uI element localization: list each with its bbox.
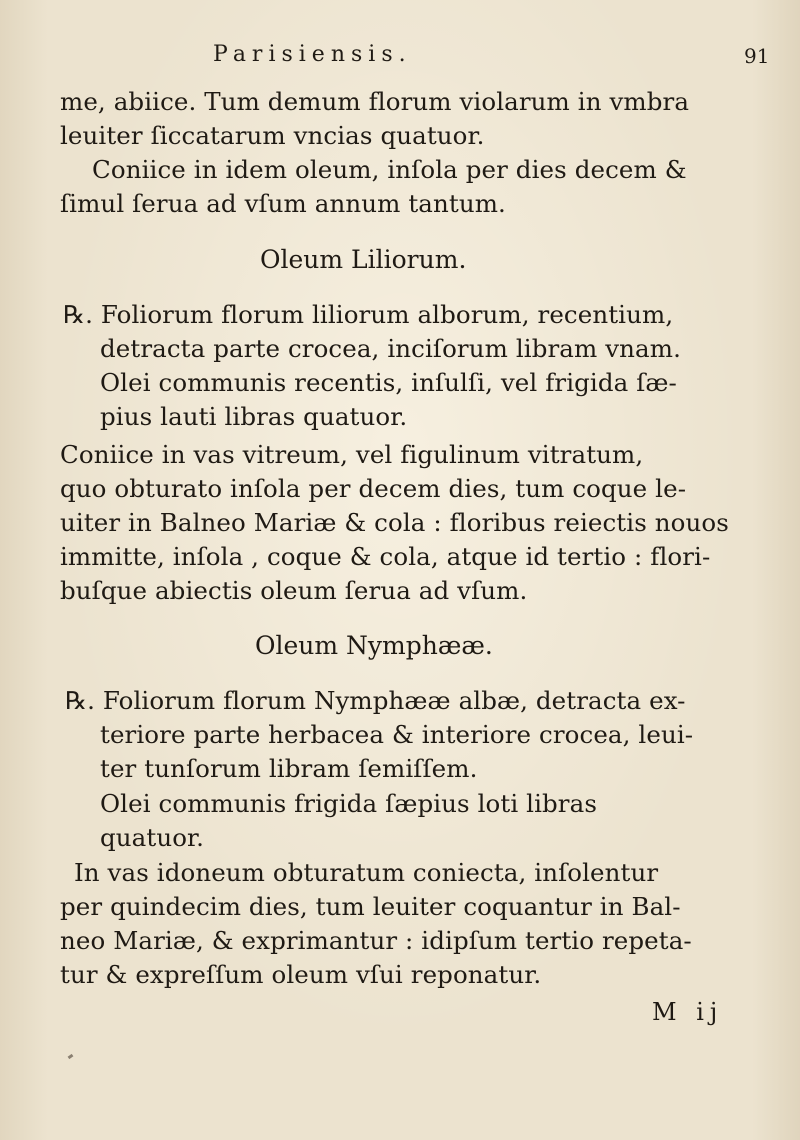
section-title: Oleum Nymphææ. bbox=[255, 631, 493, 660]
text-line: pius lauti libras quatuor. bbox=[100, 402, 408, 431]
text-line: teriore parte herbacea & interiore crocea, leui- bbox=[100, 720, 694, 749]
recipe-line: ℞. Foliorum florum Nymphææ albæ, detracta ex- bbox=[65, 686, 686, 715]
text-line: tur & expreſſum oleum vſui reponatur. bbox=[60, 960, 542, 989]
text-line: me, abiice. Tum demum florum violarum in vmbra bbox=[60, 87, 690, 116]
text-line: per quindecim dies, tum leuiter coquantur in Bal- bbox=[60, 892, 681, 921]
text-line: ter tunſorum libram ſemiſſem. bbox=[100, 754, 478, 783]
running-head: Parisiensis. bbox=[213, 42, 412, 67]
text-line: ſimul ſerua ad vſum annum tantum. bbox=[60, 189, 506, 218]
text-line: Coniice in idem oleum, inſola per dies decem & bbox=[92, 155, 687, 184]
text-line: quo obturato inſola per decem dies, tum coque le- bbox=[60, 474, 687, 503]
text-line: leuiter ſiccatarum vncias quatuor. bbox=[60, 121, 485, 150]
text-line: In vas idoneum obturatum coniecta, inſolentur bbox=[74, 858, 659, 887]
section-title: Oleum Liliorum. bbox=[260, 245, 467, 274]
text-line: immitte, inſola , coque & cola, atque id tertio : flori- bbox=[60, 542, 711, 571]
text-line: neo Mariæ, & exprimantur : idipſum tertio repeta- bbox=[60, 926, 692, 955]
text-line: buſque abiectis oleum ſerua ad vſum. bbox=[60, 576, 528, 605]
text-line: Olei communis frigida ſæpius loti libras bbox=[100, 789, 598, 818]
text-line: uiter in Balneo Mariæ & cola : floribus reiectis nouos bbox=[60, 508, 729, 537]
text-line: Coniice in vas vitreum, vel figulinum vitratum, bbox=[60, 440, 644, 469]
signature-mark: M ij bbox=[652, 998, 724, 1026]
text-line: quatuor. bbox=[100, 823, 205, 852]
page-number: 91 bbox=[744, 44, 770, 68]
text-line: detracta parte crocea, inciſorum libram vnam. bbox=[100, 334, 681, 363]
recipe-line: ℞. Foliorum florum liliorum alborum, recentium, bbox=[63, 300, 674, 329]
ink-speck bbox=[68, 1054, 74, 1059]
text-line: Olei communis recentis, inſulſi, vel frigida ſæ- bbox=[100, 368, 677, 397]
